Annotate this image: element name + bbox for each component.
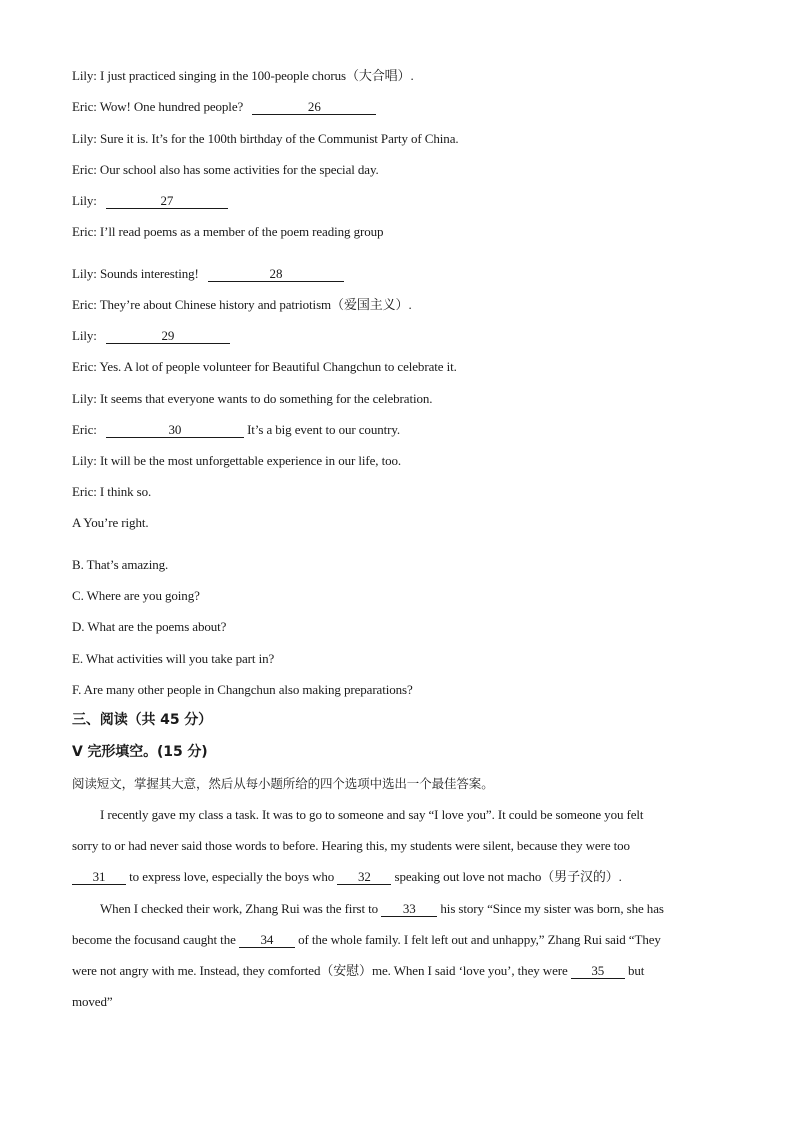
passage-text: become the focusand caught the: [72, 932, 236, 947]
passage-text: speaking out love not macho（男子汉的）.: [394, 869, 622, 884]
dialogue-line-9: [72, 327, 230, 345]
utterance: I’ll read poems as a member of the poem reading group: [99, 224, 384, 239]
dialogue-line-4: [72, 161, 379, 179]
option-a: A You’re right.: [72, 515, 149, 530]
speaker: Eric:: [72, 297, 97, 312]
utterance: I think so.: [99, 484, 152, 499]
passage-text: were not angry with me. Instead, they comforted（安慰）me. When I said ‘love you’, they were: [72, 963, 568, 978]
dialogue-line-11: [72, 390, 432, 408]
passage-line-4: [100, 900, 664, 918]
option-d: D. What are the poems about?: [72, 619, 227, 634]
utterance: Our school also has some activities for the special day.: [99, 162, 379, 177]
answer-blank-27[interactable]: 27: [106, 193, 228, 209]
dialogue-line-1: [72, 67, 414, 85]
passage-text: of the whole family. I felt left out and unhappy,” Zhang Rui said “They: [298, 932, 661, 947]
utterance: Sounds interesting!: [99, 266, 199, 281]
speaker: Eric:: [72, 162, 97, 177]
answer-blank-33[interactable]: 33: [381, 901, 437, 917]
option-c: C. Where are you going?: [72, 588, 200, 603]
dialogue-line-5: [72, 192, 228, 210]
speaker: Eric:: [72, 224, 97, 239]
utterance: It will be the most unforgettable experience in our life, too.: [99, 453, 402, 468]
answer-blank-26[interactable]: 26: [252, 99, 376, 115]
speaker: Lily:: [72, 131, 97, 146]
speaker: Eric:: [72, 484, 97, 499]
dialogue-line-14: [72, 483, 151, 501]
answer-blank-30[interactable]: 30: [106, 422, 244, 438]
passage-line-3: [72, 868, 622, 886]
passage-line-6: [72, 962, 644, 980]
speaker: Lily:: [72, 391, 97, 406]
passage-text: his story “Since my sister was born, she has: [440, 901, 664, 916]
dialogue-line-2: [72, 98, 376, 116]
passage-line-5: [72, 931, 661, 949]
section-instruction: 阅读短文，掌握其大意，然后从每小题所给的四个选项中选出一个最佳答案。: [72, 776, 494, 791]
option-b: B. That’s amazing.: [72, 557, 169, 572]
dialogue-line-7: [72, 265, 344, 283]
passage-text: to express love, especially the boys who: [129, 869, 335, 884]
answer-blank-35[interactable]: 35: [571, 963, 625, 979]
utterance: It’s a big event to our country.: [247, 422, 401, 437]
answer-blank-29[interactable]: 29: [106, 328, 230, 344]
utterance: They’re about Chinese history and patriotism（爱国主义）.: [99, 297, 412, 312]
option-f: F. Are many other people in Changchun also making preparations?: [72, 682, 413, 697]
section-title: 三、阅读（共 45 分）: [72, 712, 213, 728]
option-e: E. What activities will you take part in?: [72, 651, 275, 666]
dialogue-line-3: [72, 130, 459, 148]
dialogue-line-8: [72, 296, 412, 314]
passage-text: When I checked their work, Zhang Rui was the first to: [100, 901, 379, 916]
speaker: Eric:: [72, 359, 97, 374]
speaker: Eric:: [72, 422, 97, 437]
speaker: Lily:: [72, 266, 97, 281]
answer-blank-32[interactable]: 32: [337, 869, 391, 885]
section-subtitle: V 完形填空。(15 分): [72, 744, 208, 760]
speaker: Lily:: [72, 68, 97, 83]
speaker: Eric:: [72, 99, 97, 114]
speaker: Lily:: [72, 453, 97, 468]
utterance: I just practiced singing in the 100-people chorus（大合唱）.: [99, 68, 414, 83]
speaker: Lily:: [72, 193, 97, 208]
dialogue-line-6: [72, 223, 383, 241]
speaker: Lily:: [72, 328, 97, 343]
dialogue-line-12: [72, 421, 400, 439]
dialogue-line-10: [72, 358, 457, 376]
dialogue-line-13: [72, 452, 401, 470]
answer-blank-31[interactable]: 31: [72, 869, 126, 885]
passage-line-1: I recently gave my class a task. It was to go to someone and say “I love you”. It could be someone you felt: [100, 807, 644, 822]
passage-line-7: moved”: [72, 994, 113, 1009]
utterance: Wow! One hundred people?: [99, 99, 244, 114]
answer-blank-34[interactable]: 34: [239, 932, 295, 948]
passage-text: but: [627, 963, 645, 978]
utterance: Sure it is. It’s for the 100th birthday of the Communist Party of China.: [99, 131, 459, 146]
answer-blank-28[interactable]: 28: [208, 266, 344, 282]
utterance: It seems that everyone wants to do something for the celebration.: [99, 391, 433, 406]
passage-line-2: sorry to or had never said those words to before. Hearing this, my students were silent, because they were too: [72, 838, 630, 853]
utterance: Yes. A lot of people volunteer for Beautiful Changchun to celebrate it.: [99, 359, 457, 374]
